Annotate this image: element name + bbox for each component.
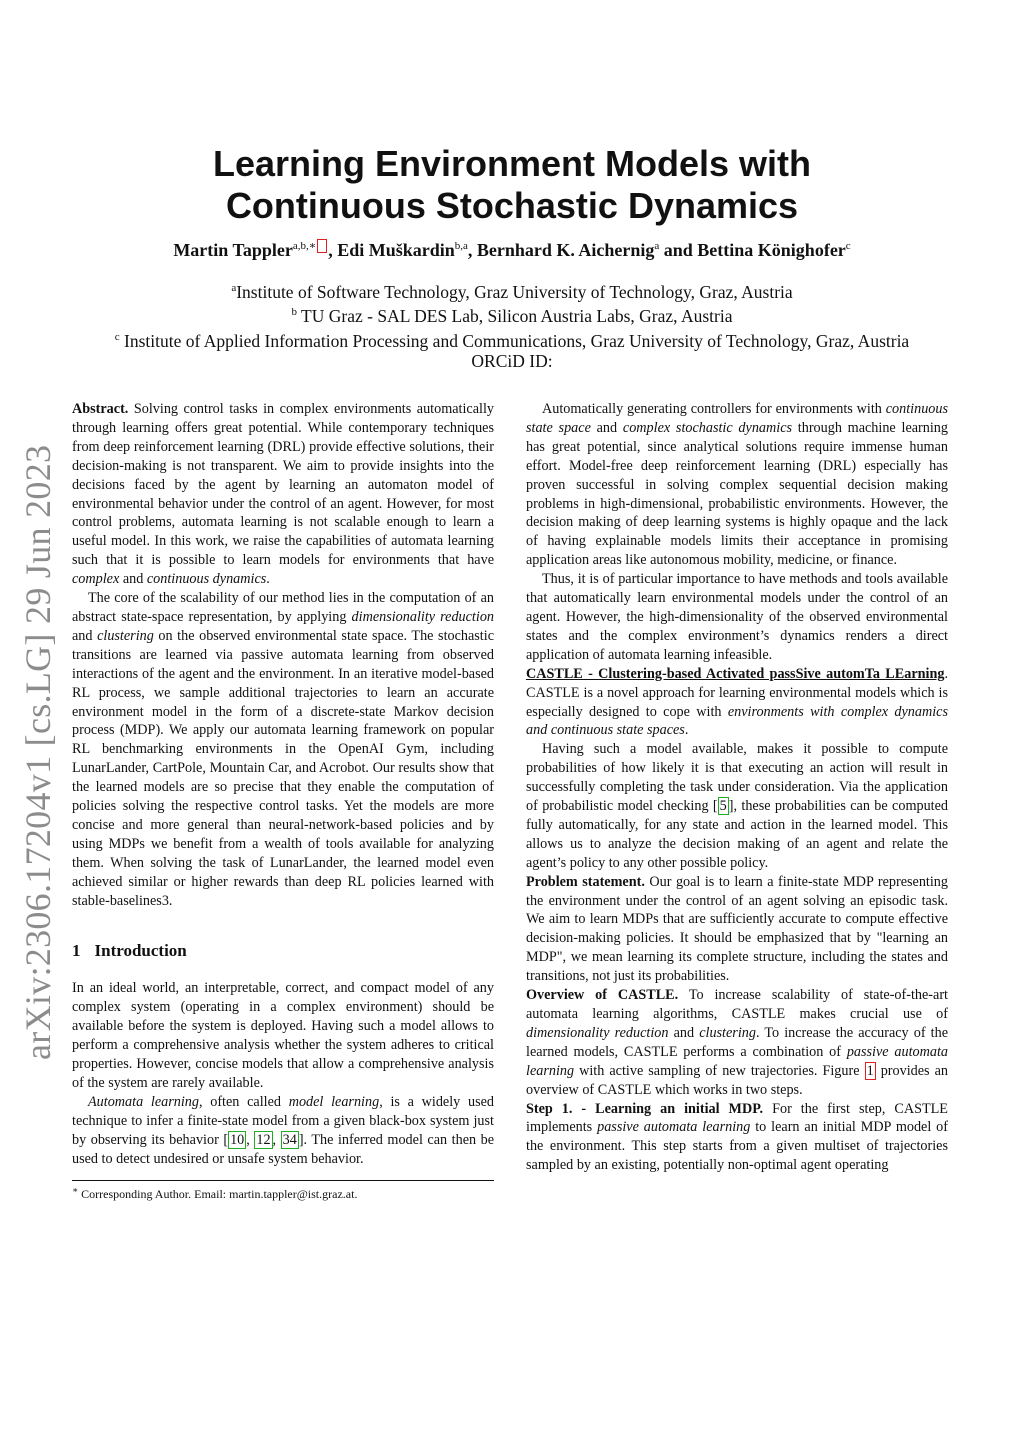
footnote-text: Corresponding Author. Email: martin.tappler@ist.graz.at. (78, 1187, 358, 1201)
text: . (684, 722, 689, 739)
orcid-line: ORCiD ID: (471, 350, 553, 371)
emph: environments with complex dynamics and continuous state spaces (526, 703, 949, 739)
text: through machine learning has great potential, since analytical solutions require immense human effort. Model-free deep reinforcement learning (DRL) especially has proven successful in solving complex sequential decision making problems in high-dimensional, probabilistic environments. However, the decision making of deep learning systems is highly opaque and the lack of having explainable models limits their acceptance in promising application areas like autonomous mobility, medicine, or finance. (526, 419, 948, 569)
emph: model learning (288, 1093, 380, 1110)
text: , (246, 1131, 255, 1148)
affiliation-a (0, 278, 1024, 302)
text: Automatically generating controllers for environments with (542, 401, 886, 417)
text: to learn an initial MDP model of the environment. This step starts from a given multiset of trajectories sampled by an existing, potentially non-optimal agent operating (526, 1119, 948, 1174)
affiliations (0, 278, 1024, 371)
author-list (0, 239, 1024, 261)
text: and (119, 571, 147, 588)
problem-statement-paragraph (526, 873, 948, 986)
title-line-1: Learning Environment Models with (212, 143, 812, 184)
footnote-rule (72, 1180, 494, 1181)
emph: dimensionality reduction (526, 1024, 669, 1041)
paper-title (0, 143, 1024, 227)
text: . CASTLE is a novel approach for learning environmental models which is especially designed to cope with (526, 665, 948, 720)
affil-marker: b (291, 306, 297, 319)
left-column (72, 400, 494, 1168)
affil-text: Institute of Software Technology, Graz University of Technology, Graz, Austria (236, 281, 793, 302)
footnote-marker: ∗ (72, 1185, 79, 1195)
affil-text: TU Graz - SAL DES Lab, Silicon Austria Labs, Graz, Austria (297, 306, 733, 327)
text: . (266, 571, 270, 588)
footnote (72, 1185, 357, 1202)
author-affil-sup: a (654, 240, 660, 252)
text: ], these probabilities can be computed fully automatically, for any state and action in the learned model. This allows us to analyze the decision making of an agent and relate the agent’s policy to any other possible policy. (526, 798, 949, 871)
step1-paragraph (526, 1100, 948, 1176)
author-name: , Bernhard K. Aichernig (467, 240, 655, 260)
emph: complex stochastic dynamics (622, 419, 793, 436)
footnote-link-box[interactable] (317, 239, 327, 253)
affiliation-c (0, 327, 1024, 351)
abstract-paragraph (72, 400, 494, 589)
body-paragraph (526, 400, 948, 570)
emph: continuous state space (526, 401, 948, 436)
text: Solving control tasks in complex environments automatically through learning offers great potential. While contemporary techniques from deep reinforcement learning (DRL) provide effective solutions, their decision-making is not transparent. We aim to provide insights into the decisions faced by the agent by learning an automaton model of environmental behavior under the control of an agent. However, for most control problems, automata learning is not scalable enough to learn a useful model. In this work, we raise the capabilities of automata learning such that it is possible to learn models for environments that have (72, 401, 494, 569)
paragraph-label: Overview of CASTLE. (526, 987, 679, 1004)
body-paragraph: Thus, it is of particular importance to have methods and tools available that automatically learn environmental models under the control of an agent. However, the high-dimensionality of the observed environmental states and the complex environment’s dynamics renders a direct application of automata learning infeasible. (526, 571, 948, 663)
emph: passive automata learning (597, 1119, 751, 1136)
body-paragraph (72, 1093, 494, 1169)
emph: dimensionality reduction (351, 608, 495, 625)
section-number: 1 (72, 941, 81, 961)
text: and (72, 627, 98, 644)
text: Having such a model available, makes it possible to compute probabilities of how likely it is that executing an action will result in successfully completing the task under consideration. Via the application of probabilistic model checking [ (526, 741, 948, 815)
affil-marker: c (114, 330, 120, 343)
citation-link[interactable]: 10 (230, 1131, 245, 1148)
affiliation-b (0, 302, 1024, 326)
text: The core of the scalability of our method lies in the computation of an abstract state-space representation, by applying (72, 590, 494, 625)
abstract-label: Abstract. (72, 401, 129, 417)
text: with active sampling of new trajectories. Figure (574, 1062, 865, 1079)
text: ]. The inferred model can then be used to detect undesired or unsafe system behavior. (72, 1131, 495, 1167)
author-affil-sup: c (845, 240, 851, 252)
text: For the first step, CASTLE implements (526, 1100, 948, 1136)
right-column (526, 400, 948, 1175)
citation-link[interactable]: 34 (282, 1131, 297, 1148)
text: , is a widely used technique to infer a finite-state model from a given black-box system just by observing its behavior [ (72, 1093, 494, 1148)
text: and (668, 1024, 700, 1041)
author-name: , Edi Muškardin (328, 240, 455, 260)
overview-paragraph (526, 986, 948, 1099)
citation-link[interactable]: 5 (719, 798, 727, 815)
emph: clustering (699, 1024, 756, 1041)
emph: Automata learning (88, 1093, 199, 1110)
text: and (590, 419, 623, 436)
castle-paragraph (526, 665, 948, 741)
text: on the observed environmental state space. The stochastic transitions are learned via passive automata learning from observed interactions of the agent and the environment. In an iterative model-based RL process, we sample additional trajectories to learn an accurate environment model in the form of a discrete-state Markov decision process (MDP). We apply our automata learning framework on popular RL benchmarking environments in the OpenAI Gym, including LunarLander, CartPole, Mountain Car, and Acrobot. Our results show that the learned models are so precise that they enable the computation of policies solving the respective control tasks. Yet the models are more concise and more general than neural-network-based policies and by using MDPs we benefit from a wealth of tools available for analyzing them. When solving the task of LunarLander, the learned model even achieved similar or higher rewards than deep RL policies learned with stable-baselines3. (72, 627, 494, 909)
citation-link[interactable]: 12 (256, 1131, 271, 1148)
author-name: Martin Tappler (173, 240, 293, 260)
affil-text: Institute of Applied Information Processing and Communications, Graz University of Technology, Graz, Austria (119, 330, 910, 351)
emph: continuous dynamics (146, 571, 267, 588)
author-affil-sup: b,a (454, 240, 468, 252)
author-affil-sup: a,b,∗ (292, 240, 317, 252)
emph: complex (72, 571, 120, 588)
section-title: Introduction (94, 941, 187, 961)
paragraph-label: Step 1. - Learning an initial MDP. (526, 1100, 764, 1117)
title-line-2: Continuous Stochastic Dynamics (225, 185, 799, 226)
text: Our goal is to learn a finite-state MDP representing the environment under the control of an agent solving an episodic task. We aim to learn MDPs that are sufficiently accurate to compute effective decision-making policies. It should be emphasized that by "learning an MDP", we mean learning its complete structure, including the states and transitions, not just its probabilities. (526, 873, 948, 985)
abstract-paragraph (72, 589, 494, 910)
body-paragraph: In an ideal world, an interpretable, correct, and compact model of any complex system (operating in a complex environment) should be available before the system is deployed. Having such a model allows to perform a comprehensive analysis whether the system adheres to critical properties. However, concise models that allow a comprehensive analysis of the system are rarely available. (72, 980, 494, 1091)
text: , (272, 1131, 281, 1148)
emph: passive automata learning (526, 1043, 948, 1079)
arxiv-stamp: arXiv:2306.17204v1 [cs.LG] 29 Jun 2023 (18, 444, 58, 1060)
section-heading-introduction (72, 942, 494, 961)
figure-link[interactable]: 1 (866, 1062, 874, 1079)
paragraph-label: Problem statement. (526, 873, 645, 890)
affil-marker: a (231, 282, 237, 294)
author-name: and Bettina Könighofer (659, 240, 846, 260)
body-paragraph (526, 740, 948, 872)
text: . To increase the accuracy of the learned models, CASTLE performs a combination of (526, 1024, 948, 1060)
castle-label: CASTLE - Clustering-based Activated passSive automTa LEarning (526, 665, 945, 682)
text: provides an overview of CASTLE which works in two steps. (526, 1062, 948, 1098)
text: , often called (198, 1093, 289, 1110)
emph: clustering (97, 627, 154, 644)
text: To increase scalability of state-of-the-art automata learning algorithms, CASTLE makes crucial use of (526, 987, 948, 1022)
